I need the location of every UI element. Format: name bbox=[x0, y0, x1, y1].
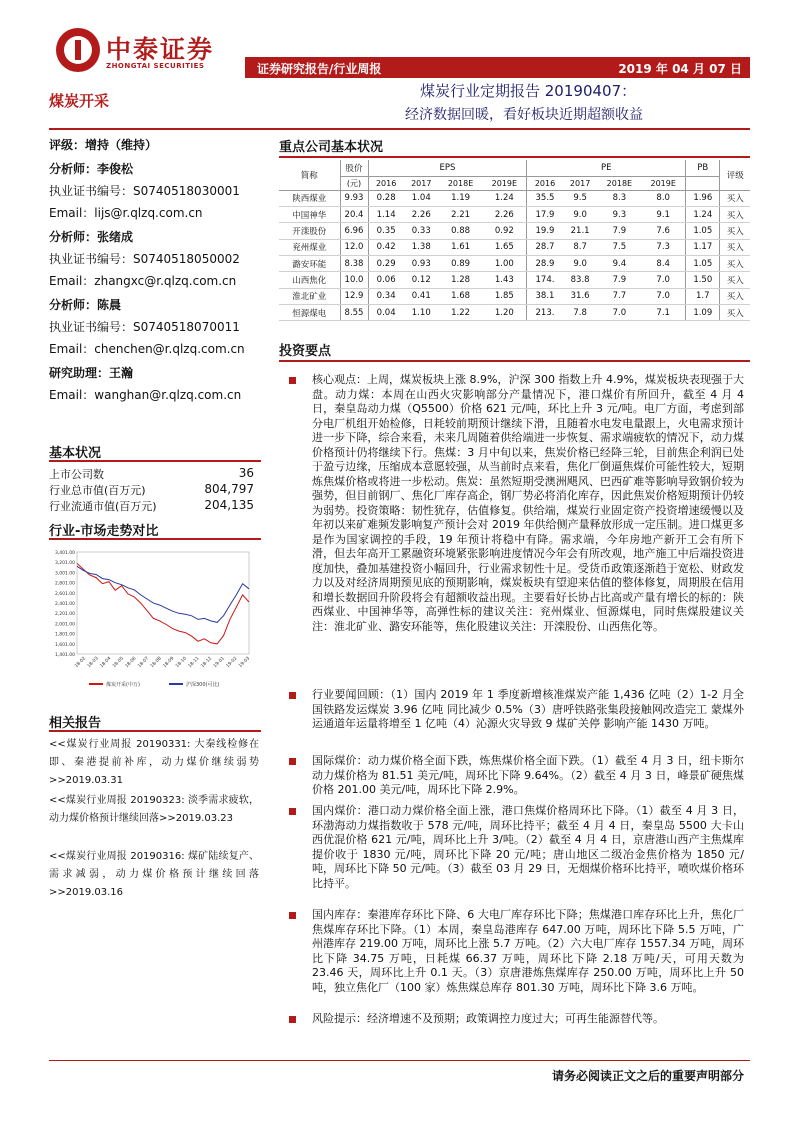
table-row bbox=[279, 190, 750, 206]
bullet-icon bbox=[289, 692, 296, 699]
table-cell: 8.3 bbox=[598, 190, 642, 206]
table-cell: 0.34 bbox=[368, 288, 404, 304]
brand-name-en: ZHONGTAI SECURITIES bbox=[106, 62, 205, 70]
x-tick-label: 18-08 bbox=[149, 656, 163, 670]
report-title: 煤炭行业定期报告 20190407： bbox=[420, 82, 637, 100]
table-cell: 1.19 bbox=[439, 190, 483, 206]
highlight-domestic-price: 国内煤价：港口动力煤价格全面上涨，港口焦煤价格周环比下降。（1）截至 4 月 3 日，环渤海动力煤指数收于 578 元/吨，周环比持平；截至 4 月 4 日，秦皇岛 5500 大卡山西优混价格 621 元/吨，周环比上升 3/吨。（2）截至 4 月 4 日，京唐港山西产主焦煤库提价收于 1830 元/吨，周环比下降 20 元/吨；唐山地区二级冶金焦价格为 1850 元/吨，周环比下降 50 元/吨。（3）截至 03 月 29 日，无烟煤价格环比持平，喷吹煤价格环比持平。 bbox=[312, 804, 744, 890]
table-cell: 20.4 bbox=[340, 207, 368, 223]
table-cell: 2.26 bbox=[482, 207, 526, 223]
company-name-cell: 潞安环能 bbox=[279, 255, 340, 271]
table-row bbox=[279, 255, 750, 271]
table-cell: 7.9 bbox=[598, 272, 642, 288]
table-cell: 28.9 bbox=[527, 255, 563, 271]
x-tick-label: 19-02 bbox=[225, 656, 239, 670]
table-cell: 1.68 bbox=[439, 288, 483, 304]
table-cell: 0.89 bbox=[439, 255, 483, 271]
table-cell: 1.00 bbox=[482, 255, 526, 271]
table-row bbox=[279, 272, 750, 288]
table-cell: 0.06 bbox=[368, 272, 404, 288]
rating: 评级：增持（维持） bbox=[49, 138, 158, 152]
table-cell: 7.0 bbox=[641, 272, 685, 288]
table-cell: 买入 bbox=[720, 255, 750, 271]
table-cell: 7.0 bbox=[598, 304, 642, 320]
table-cell: 买入 bbox=[720, 239, 750, 255]
company-name-cell: 山西焦化 bbox=[279, 272, 340, 288]
highlight-risk: 风险提示：经济增速不及预期；政策调控力度过大；可再生能源替代等。 bbox=[312, 1012, 664, 1025]
col-rating: 评级 bbox=[720, 160, 750, 190]
table-cell: 9.0 bbox=[563, 207, 598, 223]
table-cell: 1.7 bbox=[686, 288, 720, 304]
table-cell: 1.09 bbox=[686, 304, 720, 320]
y-tick-label: 2,001.00 bbox=[54, 622, 75, 628]
company-name-cell: 淮北矿业 bbox=[279, 288, 340, 304]
table-cell: 0.29 bbox=[368, 255, 404, 271]
year-cell bbox=[686, 176, 720, 190]
basic-row bbox=[49, 498, 254, 514]
basic-row bbox=[49, 482, 254, 498]
table-cell: 0.35 bbox=[368, 223, 404, 239]
table-header-row bbox=[279, 160, 750, 176]
company-logo bbox=[56, 28, 100, 72]
table-cell: 1.28 bbox=[439, 272, 483, 288]
year-cell: 2016 bbox=[368, 176, 404, 190]
table-cell: 10.0 bbox=[340, 272, 368, 288]
table-cell: 0.28 bbox=[368, 190, 404, 206]
table-cell: 1.10 bbox=[404, 304, 439, 320]
table-cell: 9.0 bbox=[563, 255, 598, 271]
footer-disclaimer: 请务必阅读正文之后的重要声明部分 bbox=[551, 1069, 744, 1083]
basic-value: 36 bbox=[238, 466, 254, 480]
table-cell: 1.61 bbox=[439, 239, 483, 255]
bullet-icon bbox=[289, 912, 296, 919]
assistant-email[interactable]: Email：wanghan@r.qlzq.com.cn bbox=[49, 388, 242, 402]
table-cell: 9.3 bbox=[598, 207, 642, 223]
x-tick-label: 18-10 bbox=[175, 656, 188, 670]
analyst-email[interactable]: Email：lijs@r.qlzq.com.cn bbox=[49, 206, 203, 220]
table-cell: 1.17 bbox=[686, 239, 720, 255]
y-tick-label: 2,201.00 bbox=[54, 612, 75, 618]
table-cell: 1.20 bbox=[482, 304, 526, 320]
x-tick-label: 18-06 bbox=[124, 656, 138, 670]
table-row bbox=[279, 223, 750, 239]
basic-key: 行业流通市值(百万元) bbox=[49, 500, 157, 513]
col-name: 简称 bbox=[279, 160, 340, 190]
table-cell: 83.8 bbox=[563, 272, 598, 288]
table-cell: 9.93 bbox=[340, 190, 368, 206]
company-table bbox=[279, 160, 750, 321]
table-cell: 1.50 bbox=[686, 272, 720, 288]
bullet-icon bbox=[289, 808, 296, 815]
table-cell: 7.9 bbox=[598, 223, 642, 239]
legend-label: 沪深300(可比) bbox=[186, 682, 220, 688]
brand-name-cn: 中泰证券 bbox=[106, 35, 215, 64]
analyst-name: 分析师：张绪成 bbox=[49, 230, 134, 244]
trend-chart bbox=[49, 546, 254, 694]
analyst-name: 分析师：陈晨 bbox=[49, 298, 122, 312]
table-row bbox=[279, 304, 750, 320]
table-cell: 1.38 bbox=[404, 239, 439, 255]
table-cell: 买入 bbox=[720, 288, 750, 304]
table-cell: 38.1 bbox=[527, 288, 563, 304]
y-tick-label: 3,401.00 bbox=[54, 551, 75, 556]
related-report-link[interactable]: <<煤炭行业周报 20190316: 煤矿陆续复产、需求减弱，动力煤价格预计继续回落>>2019.03.16 bbox=[49, 851, 259, 898]
table-cell: 6.96 bbox=[340, 223, 368, 239]
table-cell: 1.65 bbox=[482, 239, 526, 255]
sector-label: 煤炭开采 bbox=[49, 92, 110, 110]
table-year-row bbox=[279, 176, 750, 190]
header-bar bbox=[245, 57, 750, 78]
year-cell: 2019E bbox=[482, 176, 526, 190]
highlights-title: 投资要点 bbox=[279, 340, 750, 362]
bullet-icon bbox=[289, 1016, 296, 1023]
table-cell: 买入 bbox=[720, 272, 750, 288]
table-cell: 0.33 bbox=[404, 223, 439, 239]
table-cell: 8.7 bbox=[563, 239, 598, 255]
basic-value: 804,797 bbox=[204, 482, 254, 496]
highlight-intl-price: 国际煤价：动力煤价格全面下跌，炼焦煤价格全面下跌。（1）截至 4 月 3 日，纽卡斯尔动力煤价格为 81.51 美元/吨，周环比下降 9.64%。（2）截至 4 月 3 日，峰景矿硬焦煤价格 201.00 美元/吨，周环比下降 2.9%。 bbox=[312, 754, 744, 796]
table-cell: 7.8 bbox=[563, 304, 598, 320]
table-cell: 1.05 bbox=[686, 223, 720, 239]
table-cell: 1.24 bbox=[686, 207, 720, 223]
bullet-icon bbox=[289, 377, 296, 384]
table-row bbox=[279, 239, 750, 255]
report-date: 2019 年 04 月 07 日 bbox=[618, 62, 742, 76]
table-cell: 0.12 bbox=[404, 272, 439, 288]
related-report-link[interactable]: <<煤炭行业周报 20190331: 大秦线检修在即、秦港提前补库，动力煤价继续弱势>>2019.03.31 bbox=[49, 739, 259, 786]
trend-chart-svg bbox=[49, 546, 254, 694]
table-cell: 2.21 bbox=[439, 207, 483, 223]
x-tick-label: 18-12 bbox=[200, 656, 214, 670]
table-cell: 2.26 bbox=[404, 207, 439, 223]
table-cell: 9.4 bbox=[598, 255, 642, 271]
y-tick-label: 1,601.00 bbox=[54, 642, 75, 648]
highlight-core: 核心观点：上周，煤炭板块上涨 8.9%，沪深 300 指数上升 4.9%，煤炭板块表现强于大盘。动力煤：本周在山西火灾影响部分产量情况下，港口煤价有所回升，截至 4 月 4 日，秦皇岛动力煤（Q5500）价格 621 元/吨，环比上升 3 元/吨。电厂方面，考虑到部分电厂机组开始检修，日耗较前期预计继续下滑，且随着水电发电量跟上，火电需求预计进一步下降，综合来看，未来几周随着供给端进一步恢复、需求端疲软的情况下，动力煤价格预计仍将继续下行。焦煤：3 月中旬以来，焦炭价格已经降三轮，目前焦企利润已处于盈亏边缘，压缩成本意愿较强，从当前时点来看，焦化厂倒逼焦煤价可能性较大，短期炼焦煤价格或将进一步松动。焦炭：虽然短期受澳洲飓风、巴西矿难等影响导致钢价较为强势，但目前钢厂、焦化厂库存高企，钢厂势必将消化库存，因此焦炭价格短期预计仍较为弱势。投资策略：韧性犹存，估值修复。供给端，煤炭行业固定资产投资增速缓慢以及年初以来矿难频发影响复产预计会对 2019 年供给侧产量释放形成一定压制。进口煤更多是作为国家调控的手段，19 年预计将稳中有降。需求端，今年房地产新开工会有所下滑，但去年高开工累融资环境紧张影响进度情况今年会有所改观，地产施工中后端投资进度加快，叠加基建投资小幅回升，行业需求韧性十足。受货币政策逐渐趋于宽松、财政发力以及对经济周期预见底的预期影响，煤炭板块有望迎来估值的整体修复，周期股在信用和增长数据回升阶段将会有超额收益出现。主要看好长协占比高或产量有增长的标的：陕西煤业、中国神华等，高弹性标的建议关注：兖州煤业、恒源煤电，同时焦煤股建议关注：淮北矿业、潞安环能等，焦化股建议关注：开滦股份、山西焦化等。 bbox=[312, 373, 744, 633]
assistant-name: 研究助理：王瀚 bbox=[49, 366, 134, 380]
x-tick-label: 18-05 bbox=[112, 656, 125, 670]
table-cell: 9.5 bbox=[563, 190, 598, 206]
table-cell: 7.0 bbox=[641, 288, 685, 304]
table-cell: 1.96 bbox=[686, 190, 720, 206]
company-name-cell: 开滦股份 bbox=[279, 223, 340, 239]
table-cell: 0.92 bbox=[482, 223, 526, 239]
y-tick-label: 3,201.00 bbox=[54, 561, 75, 567]
table-cell: 1.14 bbox=[368, 207, 404, 223]
table-cell: 7.5 bbox=[598, 239, 642, 255]
year-cell: 2016 bbox=[527, 176, 563, 190]
x-tick-label: 18-09 bbox=[162, 656, 176, 670]
x-tick-label: 19-03 bbox=[238, 656, 252, 670]
table-cell: 12.0 bbox=[340, 239, 368, 255]
basic-value: 204,135 bbox=[204, 498, 254, 512]
table-cell: 0.88 bbox=[439, 223, 483, 239]
table-cell: 1.22 bbox=[439, 304, 483, 320]
basic-row bbox=[49, 466, 254, 482]
table-cell: 174. bbox=[527, 272, 563, 288]
table-cell: 0.42 bbox=[368, 239, 404, 255]
table-cell: 7.3 bbox=[641, 239, 685, 255]
table-cell: 0.93 bbox=[404, 255, 439, 271]
table-cell: 19.9 bbox=[527, 223, 563, 239]
footer-divider bbox=[49, 1060, 750, 1061]
x-tick-label: 18-02 bbox=[74, 656, 88, 670]
table-cell: 0.04 bbox=[368, 304, 404, 320]
table-cell: 7.7 bbox=[598, 288, 642, 304]
table-cell: 7.6 bbox=[641, 223, 685, 239]
analyst-email[interactable]: Email：zhangxc@r.qlzq.com.cn bbox=[49, 274, 237, 288]
analyst-cert: 执业证书编号：S0740518070011 bbox=[49, 320, 240, 334]
trend-chart-title: 行业-市场走势对比 bbox=[49, 520, 261, 540]
x-tick-label: 18-03 bbox=[86, 656, 100, 670]
y-tick-label: 2,601.00 bbox=[54, 591, 75, 597]
analyst-name: 分析师：李俊松 bbox=[49, 162, 134, 176]
report-type: 证券研究报告/行业周报 bbox=[257, 62, 382, 76]
table-cell: 8.4 bbox=[641, 255, 685, 271]
table-cell: 9.1 bbox=[641, 207, 685, 223]
highlight-inventory: 国内库存：秦港库存环比下降、6 大电厂库存环比下降；焦煤港口库存环比上升，焦化厂焦煤库存环比下降。（1）本周，秦皇岛港库存 647.00 万吨，周环比下降 5.5 万吨，广州港库存 219.00 万吨，周环比上涨 5.7 万吨。（2）六大电厂库存 1557.34 万吨，周环比下降 34.75 万吨，日耗煤 66.37 万吨，周环比下降 2.18 万吨/天，可用天数为 23.46 天，周环比上升 0.1 天。（3）京唐港炼焦煤库存 250.00 万吨，周环比上升 50 吨，独立焦化厂（100 家）炼焦煤总库存 801.30 万吨，周环比下降 3.6 万吨。 bbox=[312, 908, 744, 994]
table-cell: 8.0 bbox=[641, 190, 685, 206]
bullet-icon bbox=[289, 758, 296, 765]
x-tick-label: 18-11 bbox=[187, 656, 201, 670]
report-subtitle: 经济数据回暖，看好板块近期超额收益 bbox=[405, 107, 643, 123]
company-name-cell: 兖州煤业 bbox=[279, 239, 340, 255]
col-unit: (元) bbox=[340, 176, 368, 190]
x-tick-label: 18-04 bbox=[99, 656, 113, 670]
year-cell: 2017 bbox=[404, 176, 439, 190]
y-tick-label: 2,801.00 bbox=[54, 581, 75, 587]
y-tick-label: 2,401.00 bbox=[54, 602, 75, 607]
series-line-hs300 bbox=[77, 566, 249, 622]
table-cell: 买入 bbox=[720, 304, 750, 320]
company-name-cell: 陕西煤业 bbox=[279, 190, 340, 206]
table-cell: 28.7 bbox=[527, 239, 563, 255]
table-cell: 31.6 bbox=[563, 288, 598, 304]
y-tick-label: 1,801.00 bbox=[54, 632, 75, 638]
related-reports-title: 相关报告 bbox=[49, 712, 261, 732]
col-pb: PB bbox=[686, 160, 720, 176]
x-tick-label: 18-07 bbox=[137, 656, 151, 670]
plot-area bbox=[77, 552, 249, 654]
table-cell: 买入 bbox=[720, 190, 750, 206]
header-divider bbox=[49, 128, 750, 130]
table-cell: 7.1 bbox=[641, 304, 685, 320]
table-cell: 0.41 bbox=[404, 288, 439, 304]
table-cell: 12.9 bbox=[340, 288, 368, 304]
col-pe: PE bbox=[527, 160, 686, 176]
year-cell: 2017 bbox=[563, 176, 598, 190]
table-cell: 17.9 bbox=[527, 207, 563, 223]
analyst-email[interactable]: Email：chenchen@r.qlzq.com.cn bbox=[49, 342, 245, 356]
company-table-title: 重点公司基本状况 bbox=[279, 136, 750, 158]
col-price: 股价 bbox=[340, 160, 368, 176]
analyst-cert: 执业证书编号：S0740518030001 bbox=[49, 184, 240, 198]
y-tick-label: 3,001.00 bbox=[54, 571, 75, 577]
basic-key: 行业总市值(百万元) bbox=[49, 484, 146, 497]
highlight-news: 行业要闻回顾：（1）国内 2019 年 1 季度新增核准煤炭产能 1,436 亿吨（2）1-2 月全国铁路发运煤炭 3.96 亿吨 同比减少 0.5%（3）唐呼铁路张集段接触网改造完工 蒙煤外运通道年运量将增至 1 亿吨（4）沁源火灾导致 9 煤矿关停 影响产能 1430 万吨。 bbox=[312, 688, 744, 730]
y-tick-label: 1,401.00 bbox=[54, 653, 75, 658]
table-cell: 买入 bbox=[720, 207, 750, 223]
table-cell: 1.85 bbox=[482, 288, 526, 304]
analyst-cert: 执业证书编号：S0740518050002 bbox=[49, 252, 240, 266]
table-cell: 1.05 bbox=[686, 255, 720, 271]
year-cell: 2018E bbox=[598, 176, 642, 190]
basic-key: 上市公司数 bbox=[49, 468, 104, 481]
table-cell: 21.1 bbox=[563, 223, 598, 239]
company-name-cell: 中国神华 bbox=[279, 207, 340, 223]
series-line-coal bbox=[77, 563, 249, 644]
table-cell: 8.55 bbox=[340, 304, 368, 320]
table-cell: 1.04 bbox=[404, 190, 439, 206]
related-report-link[interactable]: <<煤炭行业周报 20190323: 淡季需求疲软，动力煤价格预计继续回落>>2019.03.23 bbox=[49, 795, 259, 824]
x-tick-label: 19-01 bbox=[213, 656, 226, 670]
table-cell: 8.38 bbox=[340, 255, 368, 271]
table-cell: 买入 bbox=[720, 223, 750, 239]
table-cell: 1.43 bbox=[482, 272, 526, 288]
table-row bbox=[279, 288, 750, 304]
table-row bbox=[279, 207, 750, 223]
col-eps: EPS bbox=[368, 160, 527, 176]
company-name-cell: 恒源煤电 bbox=[279, 304, 340, 320]
table-cell: 35.5 bbox=[527, 190, 563, 206]
table-cell: 1.24 bbox=[482, 190, 526, 206]
table-cell: 213. bbox=[527, 304, 563, 320]
year-cell: 2019E bbox=[641, 176, 685, 190]
year-cell: 2018E bbox=[439, 176, 483, 190]
legend-label: 煤炭开采(中万) bbox=[106, 682, 140, 688]
basic-info-title: 基本状况 bbox=[49, 442, 261, 462]
